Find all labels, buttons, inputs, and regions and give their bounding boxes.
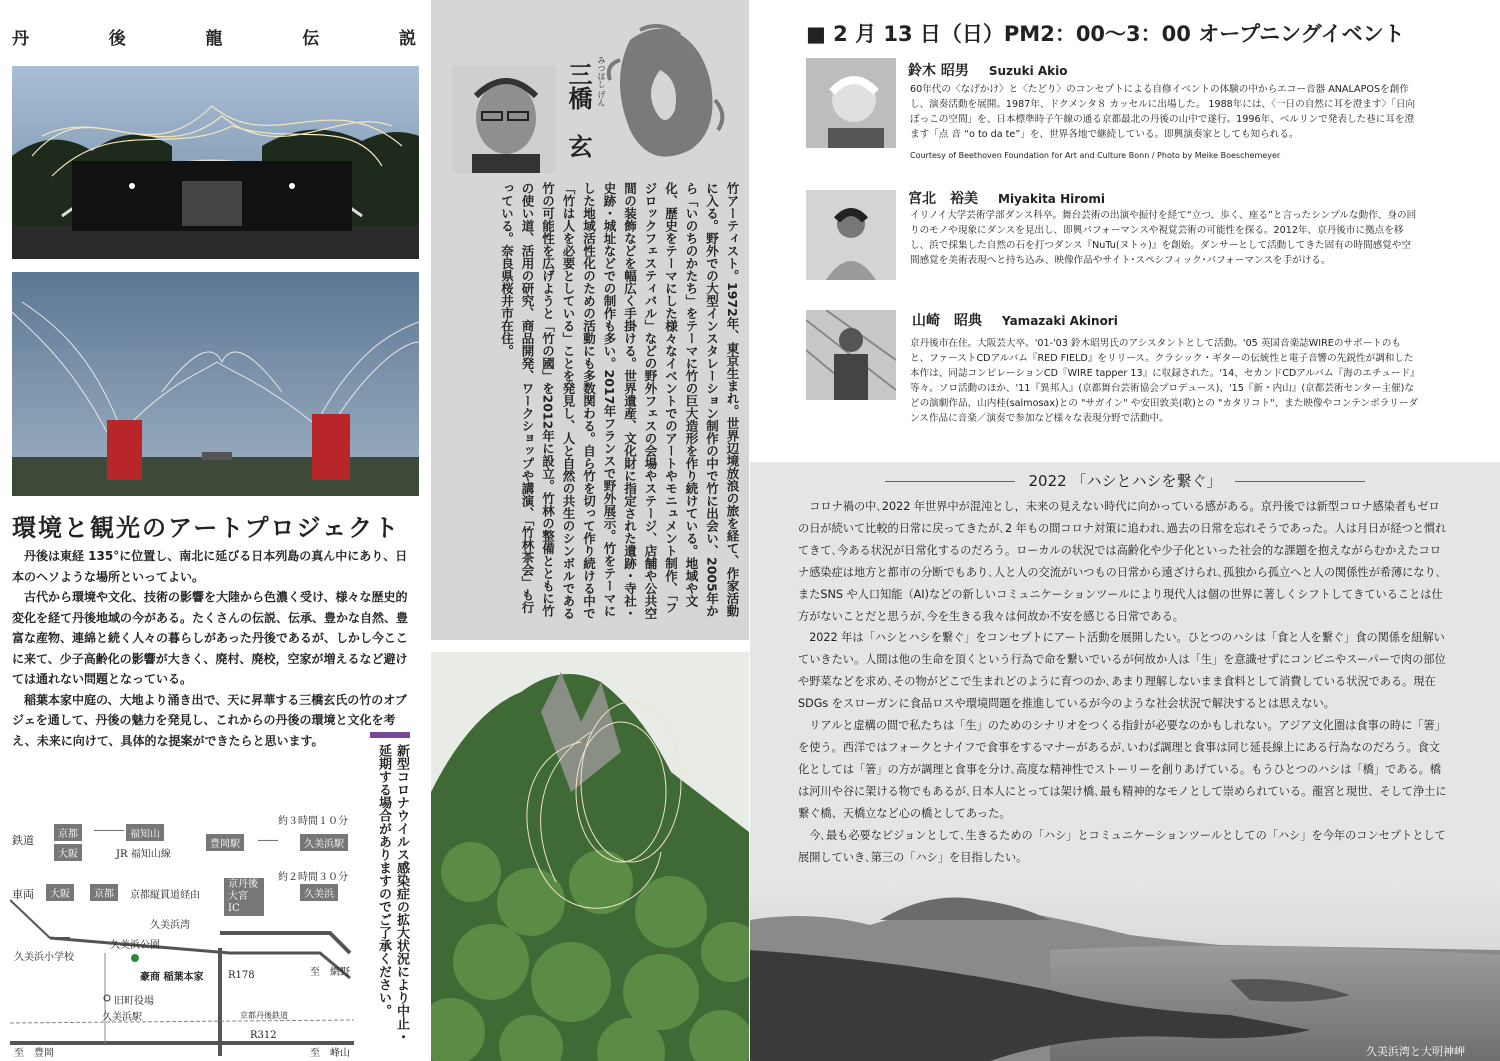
bay-photo	[750, 880, 1500, 1061]
rail-osaka: 大阪	[54, 844, 82, 861]
event-header: ■ 2 月 13 日（日）PM2：00〜3：00 オープニングイベント	[806, 22, 1405, 46]
project-paragraph: 丹後は東経 135°に位置し、南北に延びる日本列島の真ん中にあり、日本のヘソような場所といってよい。	[12, 549, 408, 584]
map-bay: 久美浜湾	[150, 920, 190, 931]
car-ic: 京丹後大宮 IC	[224, 878, 264, 916]
garden-sculpture-photo	[431, 652, 749, 1061]
map-toyooka: 至 豊岡	[14, 1048, 54, 1059]
cancellation-notice: 新型コロナウイルス感染症の拡大状況により中止・延期する場合がありますのでご了承ください。	[370, 732, 410, 1052]
car-destination: 久美浜	[300, 884, 338, 901]
yamazaki-name: 山崎 昭典 Yamazaki Akinori	[912, 313, 1118, 329]
map-park: 久美浜公園	[110, 940, 160, 951]
project-paragraph: 古代から環境や文化、技術の影響を大陸から色濃く受け、様々な歴史的変化を経て丹後地域の今がある。たくさんの伝説、伝承、豊かな自然、豊富な産物、連綿と続く人々の暮らしがあった丹後であるが、しかし今ここに来て、少子高齢化の影響が大きく、廃村、廃校，空家が増えるなど避けては通れない問題となっている。	[12, 590, 409, 686]
rail-toyooka: 豊岡駅	[206, 834, 244, 851]
rail-label: 鉄道	[12, 834, 34, 847]
access-map: 約３時間１０分 鉄道 京都 ――― 福知山 大阪 JR 福知山線 豊岡駅 ―― 久美浜駅 約２時間３０分 車両 大阪 京都 京都縦貫道経由 京丹後大宮 IC 久美浜 久美浜湾 久美浜公園 久美浜小学校 豪商 稲葉本家 R178 至 網野 旧町役場 久美浜駅 京都丹後鉄道 至 豊岡 R312 至 峰山	[10, 808, 354, 1056]
car-osaka: 大阪	[46, 884, 74, 901]
artist-name: 三橋 玄	[564, 62, 592, 158]
artist-portrait	[452, 66, 556, 173]
bamboo-sculpture-photo	[12, 272, 419, 496]
yamazaki-description: 京丹後市在住。大阪芸大卒。'01-'03 鈴木昭男氏のアシスタントとして活動。'05 英国音楽誌WIREのサポートのもと、ファーストCDアルバム『RED FIELD』をリリース。クラシック・ギターの伝統性と電子音響の先鋭性が調和した本作は、同誌コンピレーションCD『WIRE tapper 13』に収録された。'14、セカンドCDアルバム『海のエチュード』等々。ソロ活動のほか、'11『異邦人』(京都舞台芸術協会プロデュース)、'15『新・内山』(京都芸術センター主催)などの演劇作品、山内桂(salmosax)との "サガイン" や安田敦美(歌)との "カタリコト"、また映像やコンテンポラリーダンス作品に音楽／演奏で参加など様々な表現分野で活動中。	[910, 338, 1420, 424]
miyakita-photo	[806, 190, 896, 280]
concept-paragraph: コロナ禍の中､2022 年世界中が混沌とし，未来の見えない時代に向かっている感がある。京丹後では新型コロナ感染者もゼロの日が続いて比較的日常に戻ってきたが､2 年もの間コロナ対策に追われ､過去の日常を忘れそうであった。人は月日が経つと慣れてきて､今ある状況が日常化するのだろう。ローカルの状況では高齢化や少子化といった社会的な課題を抱えながらむかえたコロナ感染症は地方と都市の分断でもあり､人と人の交流がいつもの日常から遠ざけられ､孤独から孤立へと人の関係性が希薄になり､またSNS や人口知能（AI)などの新しいコミュニケーションツールにより現代人は個の世界に著しくシフトしてきていることは仕方がないことだと思うが､今を生きる我々は何故か不安を感じる日常である。	[798, 500, 1447, 623]
map-school: 久美浜小学校	[14, 952, 74, 963]
map-line: 京都丹後鉄道	[240, 1011, 288, 1020]
concept-paragraph: 今､最も必要なビジョンとして､生きるための「ハシ」とコミュニケーションツールとしての「ハシ」を今年のコンセプトとして展開していき､第三の「ハシ」を目指したい。	[798, 828, 1446, 864]
car-route: 京都縦貫道経由	[130, 890, 200, 901]
concept-paragraph: リアルと虚構の間で私たちは「生」のためのシナリオをつくる指針が必要なのかもしれない。アジア文化圏は食事の時に「箸」を使う。西洋ではフォークとナイフで食事をするマナーがあるが､いわば調理と食事は同じ延長線上にある行為なのだろう。食文化としては「箸」の方が調理と食事を分け､高度な精神性でストーリーを創りあげている。もうひとつのハシは「橋」である。橋は河川や谷に架ける物でもあるが､日本人にとっては架け橋､最も精神的なモノとして崇められている。龍宮と現世、そして浄土に繋ぐ橋、天橋立など心の橋としてあった。	[798, 719, 1447, 820]
map-station: 久美浜駅	[102, 1012, 142, 1023]
suzuki-credit: Courtesy of Beethoven Foundation for Art and Culture Bonn / Photo by Meike Boeschemeyer	[910, 151, 1281, 160]
map-mineyama: 至 峰山	[310, 1048, 350, 1059]
map-roads	[10, 808, 354, 1056]
project-heading: 環境と観光のアートプロジェクト	[12, 514, 401, 542]
suzuki-photo	[806, 58, 896, 148]
project-description	[12, 546, 418, 751]
miyakita-description: イリノイ大学芸術学部ダンス科卒。舞台芸術の出演や振付を経て“立つ、歩く、座る”と言ったシンプルな動作、身の回りのモノや現象にダンスを見出し、即興パフォーマンスや視覚芸術の可能性を探る。2012年、京丹後市に拠点を移し、浜で採集した自然の石を打つダンス『NuTu(ヌトゥ)』を創始。ダンサーとして活動してきた固有の時間感覚や空間感覚を美術表現へと持ち込み、映像作品やサイト･スペシフィック･パフォーマンスを手がける。	[910, 210, 1417, 266]
bay-photo-caption: 久美浜湾と大明神岬	[1366, 1045, 1465, 1058]
dragon-logo	[600, 20, 730, 180]
rail-line: JR 福知山線	[116, 849, 171, 860]
map-venue: 豪商 稲葉本家	[140, 972, 204, 983]
suzuki-name: 鈴木 昭男 Suzuki Akio	[908, 63, 1068, 79]
concept-text	[798, 496, 1450, 868]
map-amino: 至 網野	[310, 967, 350, 978]
map-r312: R312	[250, 1030, 277, 1041]
rail-fukuchiyama: 福知山	[126, 824, 164, 841]
rail-kyoto: 京都	[54, 824, 82, 841]
map-office: 旧町役場	[114, 996, 154, 1007]
car-label: 車両	[12, 888, 34, 901]
artist-bio: 竹アーティスト。1972年、東京生まれ。世界辺境放浪の旅を経て、作家活動に入る。野外での大型インスタレーション制作の中で竹に出会い、2005年から「いのちのかたち」をテーマに竹の巨大造形を作り続けている。地域や文化、歴史をテーマにした様々なイベントでのアートやモニュメント制作、「フジロックフェスティバル」などの野外フェスの会場やステージ、店舗や公共空間の装飾などを幅広く手掛ける。世界遺産、文化財に指定された遺跡・寺社・史跡・城址などでの制作も多い。2017年フランスで野外展示。竹をテーマにした地域活性化のための活動にも多数関わる。自ら竹を切って作り続ける中で「竹は人を必要としている」ことを発見し、人と自然の共生のシンボルである竹の可能性を広げようと「竹の國」を2012年に設立。竹林の整備とともに竹の使い道、活用の研究、商品開発、ワークショップや講演、「竹林茶会」も行っている。奈良県桜井市在住。	[499, 182, 740, 620]
project-title: 丹 後 龍 伝 説	[12, 29, 418, 49]
project-paragraph: 稲葉本家中庭の、大地より涌き出で、天に昇華する三橋玄氏の竹のオブジェを通して、丹後の魅力を発見し、これからの丹後の環境と文化を考え、未来に向けて、具体的な提案ができたらと思います。	[12, 692, 407, 748]
map-r178: R178	[228, 970, 255, 981]
car-time: 約２時間３０分	[278, 872, 348, 883]
concept-paragraph: 2022 年は「ハシとハシを繋ぐ」をコンセプトにアート活動を展開したい。ひとつのハシは「食と人を繋ぐ」食の関係を紐解いていきたい。人間は他の生命を頂くという行為で命を繋いでいるが何故か人は「生」を意識せずにコンビニやスーパーで肉の部位や野菜などを求め､その物がどこで生まれどのように育つのか､あまり理解しないまま食料として消費している状況である。現在SDGs をスローガンに食品ロスや環境問題を推進しているが今のような社会状況で解決するとは思えない。	[798, 631, 1446, 711]
concept-title: 2022 「ハシとハシを繋ぐ」	[870, 470, 1380, 491]
suzuki-description: 60年代の〈なげかけ〉と〈たどり〉のコンセプトによる自修イベントの体験の中からエコー音器 ANALAPOSを創作し、演奏活動を展開。1987年、ドクメンタ８ カッセルに出場した。 1988年には、〈一日の自然に耳を澄ます〉「日向ぼっこの空間」を、日本標準時子午線の通る京都最北の丹後の山中で遂行。1996年、ベルリンで発表した巷に耳を澄ます「点 音 “o to da te”」を、世界各地で継続している。即興演奏家としても知られる。	[910, 84, 1416, 140]
yamazaki-photo	[806, 310, 896, 400]
stage-installation-photo	[12, 66, 419, 259]
rail-time: 約３時間１０分	[278, 816, 348, 827]
car-kyoto: 京都	[90, 884, 118, 901]
rail-destination: 久美浜駅	[300, 834, 348, 851]
artist-reading: みつはし げん	[597, 56, 606, 107]
miyakita-name: 宮北 裕美 Miyakita Hiromi	[908, 191, 1106, 207]
